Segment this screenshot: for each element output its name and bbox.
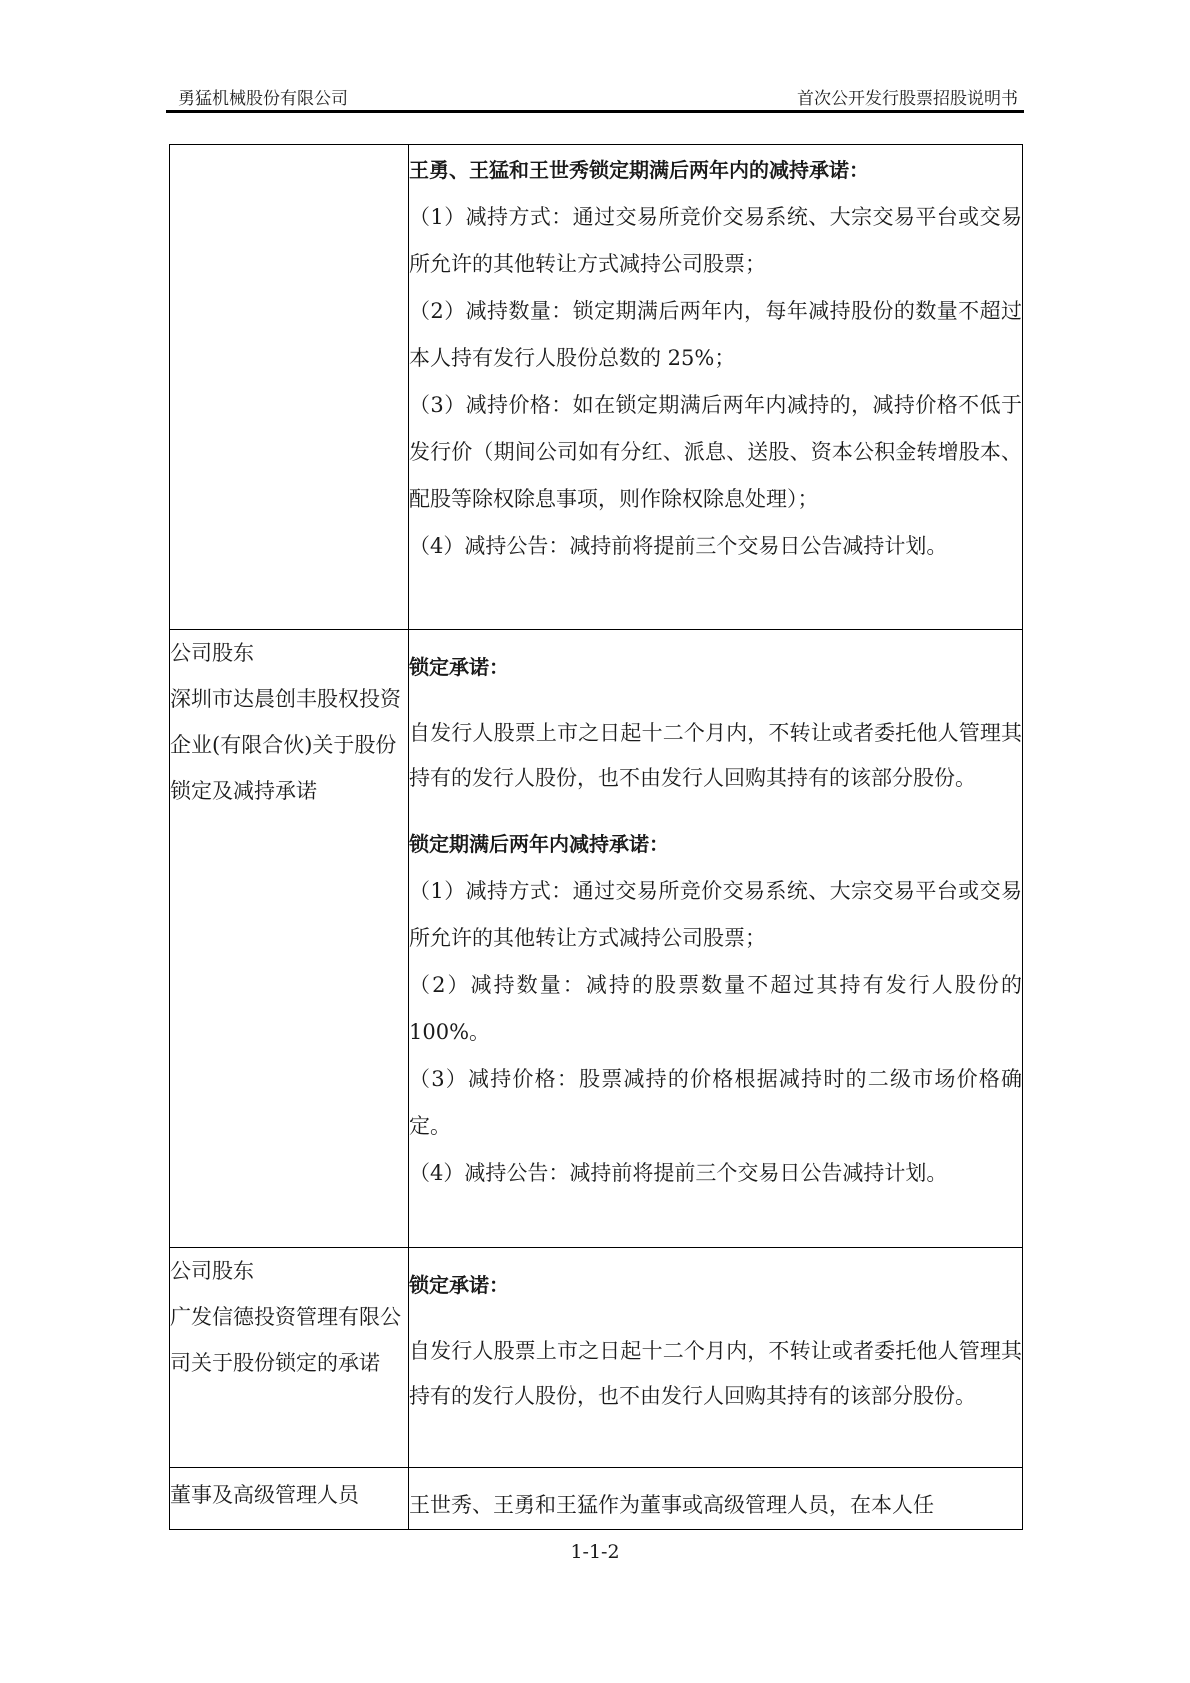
row-content-cell [409,1248,1023,1468]
directors-label: 董事及高级管理人员 [170,1483,359,1507]
shareholder-commitment-title: 广发信德投资管理有限公司关于股份锁定的承诺 [170,1305,401,1375]
table-row [170,630,1023,1248]
section-heading: 王勇、王猛和王世秀锁定期满后两年内的减持承诺： [409,158,869,182]
commitment-item: （1）减持方式：通过交易所竞价交易系统、大宗交易平台或交易所允许的其他转让方式减持公司股票； [409,205,1022,276]
section-heading: 锁定承诺： [409,1273,509,1297]
table-row [170,1248,1023,1468]
header-rule [166,110,1024,113]
commitment-item: （3）减持价格：股票减持的价格根据减持时的二级市场价格确定。 [409,1067,1022,1138]
row-label-cell [170,630,409,1248]
commitments-table [169,144,1023,1530]
page-number: 1-1-2 [570,1541,620,1563]
commitment-item: （2）减持数量：锁定期满后两年内，每年减持股份的数量不超过本人持有发行人股份总数的 25%； [409,299,1022,370]
row-content-cell [409,630,1023,1248]
commitment-item: （3）减持价格：如在锁定期满后两年内减持的，减持价格不低于发行价（期间公司如有分红、派息、送股、资本公积金转增股本、配股等除权除息事项，则作除权除息处理）； [409,393,1022,511]
commitment-item: （1）减持方式：通过交易所竞价交易系统、大宗交易平台或交易所允许的其他转让方式减持公司股票； [409,879,1022,950]
commitment-text: 自发行人股票上市之日起十二个月内，不转让或者委托他人管理其持有的发行人股份，也不由发行人回购其持有的该部分股份。 [409,721,1022,790]
commitment-item: （4）减持公告：减持前将提前三个交易日公告减持计划。 [409,534,948,558]
shareholder-commitment-title: 深圳市达晨创丰股权投资企业(有限合伙)关于股份锁定及减持承诺 [170,687,401,803]
section-heading: 锁定期满后两年内减持承诺： [409,832,669,856]
commitment-text: 自发行人股票上市之日起十二个月内，不转让或者委托他人管理其持有的发行人股份，也不由发行人回购其持有的该部分股份。 [409,1339,1022,1408]
row-content-cell [409,1468,1023,1530]
commitment-item: （2）减持数量：减持的股票数量不超过其持有发行人股份的 100%。 [409,973,1022,1044]
shareholder-type: 公司股东 [170,641,254,665]
section-heading: 锁定承诺： [409,655,509,679]
commitment-text: 王世秀、王勇和王猛作为董事或高级管理人员，在本人任 [409,1493,934,1517]
row-label-cell [170,1248,409,1468]
header-company-name: 勇猛机械股份有限公司 [178,89,348,109]
shareholder-type: 公司股东 [170,1259,254,1283]
table-row [170,1468,1023,1530]
row-label-cell [170,1468,409,1530]
header-document-title: 首次公开发行股票招股说明书 [797,89,1018,109]
table-row [170,145,1023,630]
commitment-item: （4）减持公告：减持前将提前三个交易日公告减持计划。 [409,1161,948,1185]
row-content-cell [409,145,1023,630]
row-label-cell [170,145,409,630]
